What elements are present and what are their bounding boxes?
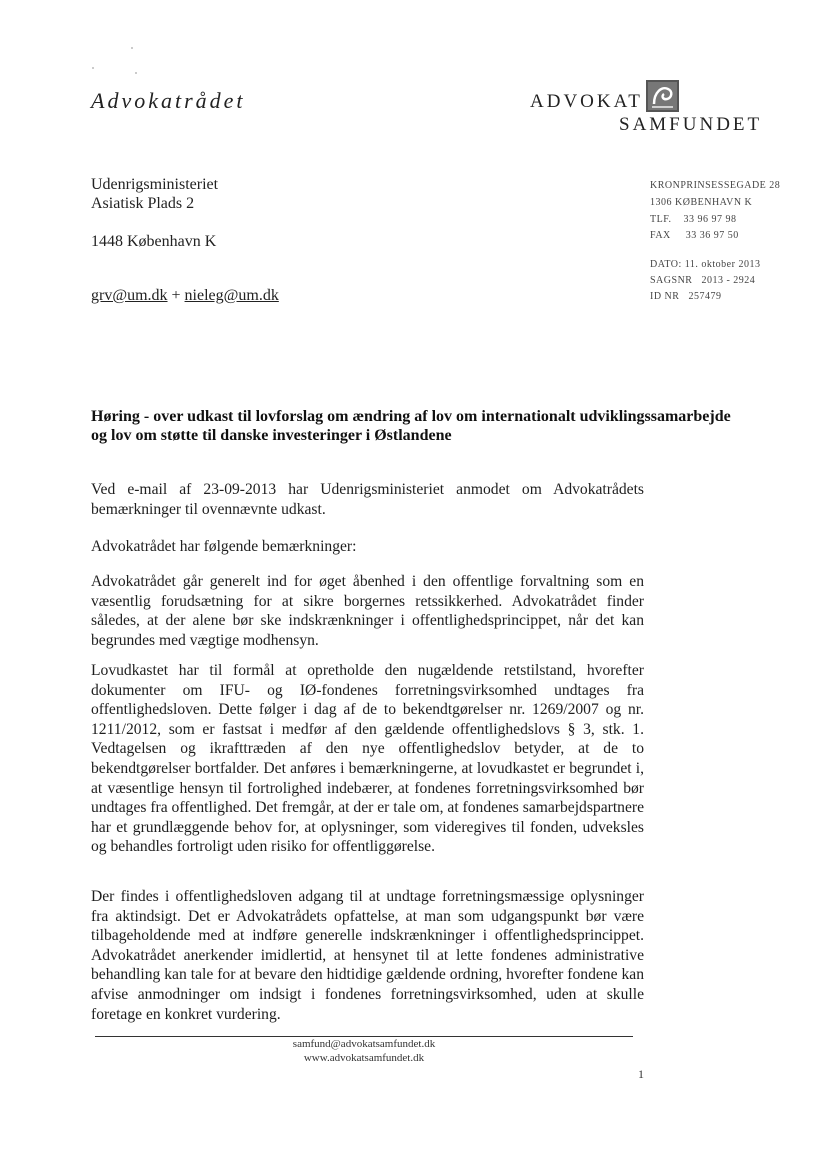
email-separator: + xyxy=(167,287,185,304)
advokatsamfundet-logo-icon xyxy=(646,80,679,112)
footer-divider xyxy=(95,1036,633,1037)
sender-city: 1306 KØBENHAVN K xyxy=(650,197,753,208)
email-link-nieleg[interactable]: nieleg@um.dk xyxy=(184,287,279,304)
letter-subject: Høring - over udkast til lovforslag om ændring af lov om internationalt udviklingssamarbejde og lov om støtte til danske investeringer i Østlandene xyxy=(91,408,731,444)
recipient-street: Asiatisk Plads 2 xyxy=(91,195,195,212)
email-link-grv[interactable]: grv@um.dk xyxy=(91,287,168,304)
recipient-emails xyxy=(91,287,279,305)
sender-fax: FAX 33 36 97 50 xyxy=(650,230,739,241)
samfundet-wordmark: SAMFUNDET xyxy=(619,114,763,135)
paragraph-2: Advokatrådet har følgende bemærkninger: xyxy=(91,538,357,555)
advokatraadet-wordmark: Advokatrådet xyxy=(91,88,246,113)
paragraph-4: Lovudkastet har til formål at opretholde den nugældende retstilstand, hvorefter dokumenter om IFU- og IØ-fondenes forretningsvirksomhed undtages fra offentlighedsloven. Dette følger i dag af de to bekendtgørelser nr. 1269/2007 og nr. 1211/2012, som er fastsat i medfør af den gældende offentlighedslovs § 3, stk. 1. Vedtagelsen og ikrafttræden af den nye offentlighedslov betyder, at de to bekendtgørelser bortfalder. Det anføres i bemærkningerne, at lovudkastet er begrundet i, at væsentlige hensyn til fortrolighed indebærer, at fondenes forretningsvirksomhed bør undtages fra offentlighed. Det fremgår, at der er tale om, at fondenes samarbejdspartnere har et grundlæggende behov for, at oplysninger, som videregives til fonden, udveksles og behandles fortroligt uden risiko for offentliggørelse. xyxy=(91,662,644,856)
recipient-name: Udenrigsministeriet xyxy=(91,176,219,193)
footer-website: www.advokatsamfundet.dk xyxy=(303,1052,425,1064)
advokat-wordmark: ADVOKAT xyxy=(530,91,643,112)
scan-speck xyxy=(131,47,133,49)
paragraph-5: Der findes i offentlighedsloven adgang til at undtage forretningsmæssige oplysninger fra aktindsigt. Det er Advokatrådets opfattelse, at man som udgangspunkt bør være tilbageholdende med at indføre generelle indskrænkninger i offentlighedsprincippet. Advokatrådet anerkender imidlertid, at hensynet til at lette fondenes administrative behandling kan tale for at bevare den hidtidige gældende ordning, hvorefter fondene kan afvise anmodninger om indsigt i fondenes forretningsvirksomhed, uden at skulle foretage en konkret vurdering. xyxy=(91,888,644,1023)
id-number: ID NR 257479 xyxy=(650,291,722,302)
page-number: 1 xyxy=(638,1067,644,1081)
sender-street: KRONPRINSESSEGADE 28 xyxy=(650,180,781,191)
footer-email: samfund@advokatsamfundet.dk xyxy=(292,1038,436,1050)
scan-speck xyxy=(135,72,137,74)
letter-date: DATO: 11. oktober 2013 xyxy=(650,259,761,270)
recipient-city: 1448 København K xyxy=(91,233,217,250)
case-number: SAGSNR 2013 - 2924 xyxy=(650,275,756,286)
sender-tel: TLF. 33 96 97 98 xyxy=(650,214,737,225)
scan-speck xyxy=(92,67,94,69)
paragraph-1: Ved e-mail af 23-09-2013 har Udenrigsministeriet anmodet om Advokatrådets bemærkninger til ovennævnte udkast. xyxy=(91,481,644,518)
paragraph-3: Advokatrådet går generelt ind for øget åbenhed i den offentlige forvaltning som en væsentlig forudsætning for at sikre borgernes retssikkerhed. Advokatrådet finder således, at der alene bør ske indskrænkninger i offentlighedsprincippet, når det kan begrundes med vægtige modhensyn. xyxy=(91,573,644,649)
